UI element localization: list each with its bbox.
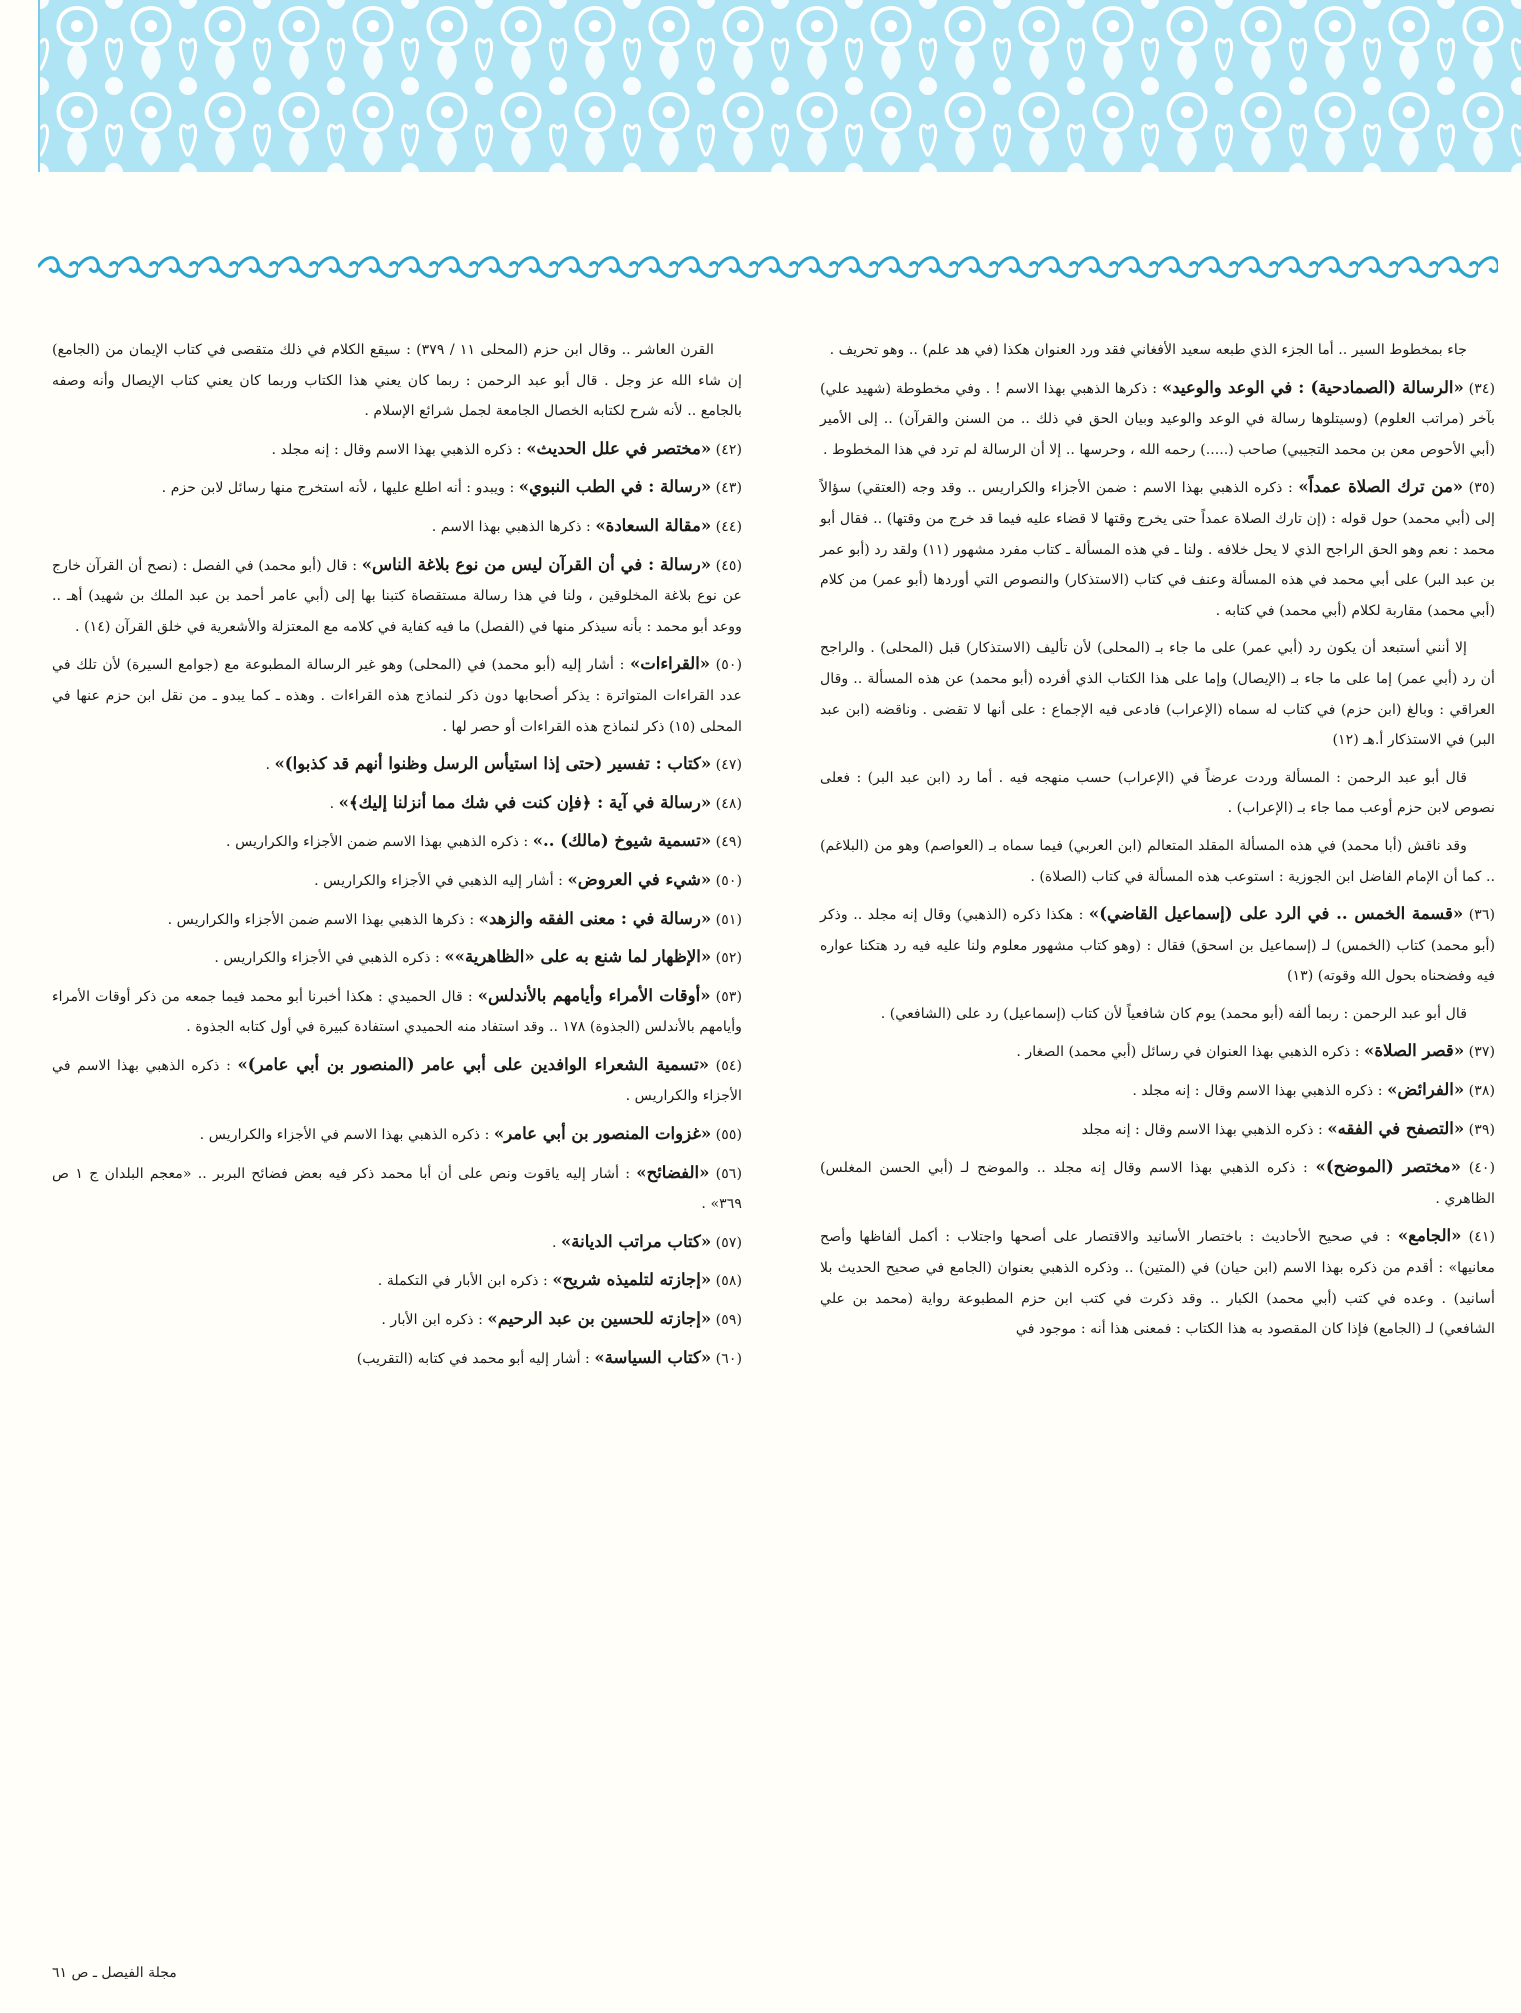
- entry-body: : هكذا ذكره (الذهبي) وقال إنه مجلد .. وذكر (أبو محمد) كتاب (الخمس) لـ (إسماعيل بن اسحق) فقال : (وهو كتاب مشهور معلوم ولنا عليه فيه رد هتكنا عواره فيه وفضحناه بحول الله وقوته) (١٣): [820, 907, 1495, 985]
- entry-body: : أشار إليه ياقوت ونص على أن أبا محمد ذكر فيه بعض فضائح البربر .. «معجم البلدان ج ١ ص ٣٦٩» .: [52, 1165, 742, 1213]
- entry-paragraph: [820, 1036, 1495, 1068]
- entry-paragraph: [820, 763, 1495, 824]
- entry-body: : ذكرها الذهبي بهذا الاسم ضمن الأجزاء والكراريس .: [167, 911, 475, 928]
- entry-body: : ذكره الذهبي بهذا الاسم وقال : إنه مجلد .: [271, 441, 522, 458]
- entry-paragraph: [52, 649, 742, 742]
- entry-paragraph: [52, 942, 742, 974]
- entry-paragraph: [52, 1158, 742, 1220]
- entry-title: «قصر الصلاة»: [1364, 1041, 1465, 1061]
- entry-paragraph: [52, 1265, 742, 1297]
- entry-body: قال أبو عبد الرحمن : المسألة وردت عرضاً في (الإعراب) حسب منهجه فيه . أما رد (ابن عبد البر) : فعلى نصوص لابن حزم أوعب مما جاء بـ (الإعراب) .: [820, 769, 1495, 817]
- entry-title: «تسمية الشعراء الوافدين على أبي عامر (المنصور بن أبي عامر)»: [237, 1054, 710, 1074]
- entry-number: (٣٦): [1468, 907, 1496, 924]
- entry-body: : ذكره الذهبي بهذا الاسم وقال : إنه مجلد .: [1132, 1083, 1383, 1100]
- entry-body: : ذكره الذهبي بهذا العنوان في رسائل (أبي محمد) الصغار .: [1016, 1044, 1360, 1061]
- entry-body: : ذكره الذهبي بهذا الاسم : ضمن الأجزاء والكراريس .. وقد وجه (العتقي) سؤالاً إلى (أبي محمد) حول قوله : (إن تارك الصلاة عمداً حتى يخرج وقتها لا قضاء عليه فيما قد خرج من وقتها) .. فقال أبو محمد : نعم وهو الحق الراجح الذي لا يحل خلافه . ولنا ـ في هذه المسألة ـ كتاب مفرد مشهور (١١) ولقد رد (أبو عمر بن عبد البر) على أبي محمد في هذه المسألة وعنف في كتاب (الاستذكار) والنصوص التي أوردها (أبو عمر) من كلام (أبي محمد) مقاربة لكلام (أبي محمد) في كتابه .: [820, 480, 1495, 619]
- entry-number: (٤٢): [715, 441, 742, 458]
- ornamental-banner: [38, 0, 1521, 172]
- entry-body: قال أبو عبد الرحمن : ربما ألفه (أبو محمد) يوم كان شافعياً لأن كتاب (إسماعيل) رد على (الشافعي) .: [880, 1005, 1467, 1022]
- entry-title: «غزوات المنصور بن أبي عامر»: [493, 1124, 712, 1144]
- entry-title: «شيء في العروض»: [567, 869, 712, 889]
- entry-paragraph: [52, 335, 742, 427]
- entry-body: : ذكره ابن الأبار في التكملة .: [377, 1273, 548, 1290]
- entry-body: : قال (أبو محمد) في الفصل : (نصح أن القرآن خارج عن نوع بلاغة المخلوقين ، ولنا في هذا رسالة مستقصاة كتبنا بها إلى (أبي عامر أحمد بن عبد الملك بن شهيد) أهـ .. ووعد أبو محمد : بأنه سيذكر منها في (الفصل) ما فيه كفاية في كلامه مع المعتزلة والأشعرية في خلق القرآن (١٤) .: [52, 557, 742, 635]
- entry-number: (٤٠): [1468, 1160, 1496, 1177]
- entry-number: (٣٧): [1468, 1044, 1495, 1061]
- entry-number: (٥٤): [715, 1057, 743, 1074]
- entry-number: (٥٧): [715, 1234, 742, 1251]
- entry-body: : أشار إليه أبو محمد في كتابه (التقريب): [356, 1350, 590, 1367]
- entry-paragraph: [820, 633, 1495, 755]
- entry-body: .: [329, 795, 335, 812]
- ornamental-divider: [38, 252, 1498, 282]
- entry-title: «إجازته للحسين بن عبد الرحيم»: [487, 1309, 712, 1329]
- entry-paragraph: [820, 831, 1495, 892]
- entry-body: : ذكره الذهبي بهذا الاسم ضمن الأجزاء والكراريس .: [226, 834, 529, 851]
- entry-body: إلا أنني أستبعد أن يكون رد (أبي عمر) على ما جاء بـ (المحلى) لأن تأليف (الاستذكار) قبل (المحلى) . والراجح أن رد (أبي عمر) إما على ما جاء بـ (الإيصال) وإما على هذا الكتاب الذي أفرده (أبو محمد) عن هذه المسألة .. وقال العراقي : وبالغ (ابن حزم) في كتاب له سماه (الإعراب) فادعى فيه الإجماع : على أنها لا تقضى . وناقضه (ابن عبد البر) في الاستذكار أ.هـ (١٢): [820, 640, 1495, 749]
- entry-title: «الفرائض»: [1387, 1080, 1465, 1100]
- entry-title: «رسالة : في الطب النبوي»: [518, 477, 712, 497]
- entry-number: (٤٨): [715, 795, 742, 812]
- entry-paragraph: [820, 999, 1495, 1030]
- entry-title: «كتاب : تفسير (حتى إذا استيأس الرسل وظنوا أنهم قد كذبوا)»: [274, 754, 712, 774]
- entry-body: : ويبدو : أنه اطلع عليها ، لأنه استخرج منها رسائل لابن حزم .: [161, 480, 515, 497]
- entry-number: (٤٣): [715, 480, 742, 497]
- entry-number: (٣٩): [1468, 1121, 1495, 1138]
- entry-body: : ذكرها الذهبي بهذا الاسم .: [431, 518, 591, 535]
- entry-title: «الرسالة (الصمادحية) : في الوعد والوعيد»: [1161, 377, 1464, 397]
- entry-body: .: [265, 757, 270, 774]
- right-text-column: [820, 335, 1495, 1352]
- entry-title: «مختصر (الموضح)»: [1315, 1157, 1461, 1177]
- entry-paragraph: [52, 904, 742, 936]
- entry-number: (٥٢): [715, 950, 742, 967]
- entry-body: : ذكره الذهبي بهذا الاسم في الأجزاء والكراريس .: [52, 1057, 742, 1105]
- entry-title: «من ترك الصلاة عمداً»: [1298, 477, 1464, 497]
- entry-number: (٥٠): [715, 657, 743, 674]
- entry-paragraph: [52, 1304, 742, 1336]
- entry-number: (٤٩): [715, 834, 742, 851]
- arabesque-pattern-icon: [40, 0, 1521, 172]
- scroll-ornament-icon: [38, 252, 1498, 282]
- entry-body: : ذكره الذهبي بهذا الاسم في الأجزاء والكراريس .: [199, 1127, 490, 1144]
- entry-body: : ذكره الذهبي في الأجزاء والكراريس .: [214, 950, 440, 967]
- entry-number: (٥٣): [715, 988, 742, 1005]
- entry-title: «رسالة في : معنى الفقه والزهد»: [478, 908, 712, 928]
- entry-title: «إجازته لتلميذه شريح»: [552, 1270, 712, 1290]
- entry-paragraph: [52, 472, 742, 504]
- entry-body: : ذكره ابن الأبار .: [381, 1312, 483, 1329]
- entry-number: (٦٠): [715, 1350, 742, 1367]
- entry-paragraph: [52, 550, 742, 643]
- entry-body: .: [551, 1234, 557, 1251]
- entry-title: «رسالة في آية : ﴿فإن كنت في شك مما أنزلنا إليك﴾»: [338, 792, 712, 812]
- entry-paragraph: [820, 899, 1495, 992]
- entry-title: «قسمة الخمس .. في الرد على (إسماعيل القاضي)»: [1088, 904, 1464, 924]
- entry-number: (٥٩): [715, 1312, 742, 1329]
- entry-paragraph: [820, 472, 1495, 626]
- entry-body: : ذكرها الذهبي بهذا الاسم ! . وفي مخطوطة (شهيد علي) بآخر (مراتب العلوم) (وسيتلوها رسالة في الوعد والوعيد وبيان الحق في ذلك .. من السنن والقرآن) .. إلى الأمير (أبي الأحوص معن بن محمد التجيبي) صاحب (.....) رحمه الله ، وحرسها .. إلا أن الرسالة لم ترد في هذا المخطوط .: [820, 380, 1495, 458]
- entry-number: (٣٨): [1468, 1083, 1495, 1100]
- entry-paragraph: [52, 749, 742, 781]
- entry-body: جاء بمخطوط السير .. أما الجزء الذي طبعه سعيد الأفغاني فقد ورد العنوان هكذا (في هد علم) .. وهو تحريف .: [829, 342, 1467, 358]
- left-text-column: [52, 335, 742, 1381]
- entry-number: (٤٤): [715, 518, 742, 535]
- entry-number: (٥٠): [715, 872, 742, 889]
- entry-title: «الجامع»: [1397, 1226, 1462, 1246]
- entry-body: : ذكره الذهبي بهذا الاسم وقال : إنه مجلد: [1081, 1121, 1323, 1138]
- entry-body: وقد ناقش (أبا محمد) في هذه المسألة المقلد المتعالم (ابن العربي) فيما سماه بـ (العواصم) وهو من (البلاغم) .. كما أن الإمام الفاضل ابن الجوزية : استوعب هذه المسألة في كتاب (الصلاة) .: [820, 837, 1495, 885]
- entry-title: «مقالة السعادة»: [595, 515, 712, 535]
- entry-title: «الإظهار لما شنع به على «الظاهرية»»: [444, 947, 712, 967]
- entry-number: (٣٤): [1468, 380, 1495, 397]
- entry-paragraph: [820, 1075, 1495, 1107]
- entry-title: «رسالة : في أن القرآن ليس من نوع بلاغة الناس»: [361, 554, 712, 574]
- entry-paragraph: [52, 826, 742, 858]
- entry-paragraph: [52, 1343, 742, 1375]
- entry-number: (٥١): [715, 911, 742, 928]
- entry-title: «كتاب السياسة»: [594, 1347, 712, 1367]
- entry-number: (٥٥): [715, 1127, 742, 1144]
- entry-title: «أوقات الأمراء وأيامهم بالأندلس»: [477, 985, 711, 1005]
- entry-title: «تسمية شيوخ (مالك) ..»: [532, 831, 712, 851]
- entry-number: (٤٧): [715, 757, 742, 774]
- entry-paragraph: [52, 865, 742, 897]
- entry-paragraph: [52, 981, 742, 1043]
- entry-paragraph: [820, 1221, 1495, 1344]
- entry-body: : ذكره الذهبي بهذا الاسم وقال إنه مجلد .. والموضح لـ (أبي الحسن المغلس) الظاهري .: [820, 1160, 1495, 1207]
- entry-paragraph: [52, 1119, 742, 1151]
- entry-paragraph: [52, 434, 742, 466]
- entry-number: (٤١): [1468, 1229, 1496, 1246]
- entry-number: (٤٥): [715, 557, 743, 574]
- entry-body: : أشار إليه الذهبي في الأجزاء والكراريس .: [314, 872, 563, 889]
- entry-number: (٣٥): [1468, 480, 1496, 497]
- entry-body: : قال الحميدي : هكذا أخبرنا أبو محمد فيما جمعه من ذكر أوقات الأمراء وأيامهم بالأندلس (الجذوة) ١٧٨ .. وقد استفاد منه الحميدي استفادة كبيرة في أول كتابه الجذوة .: [52, 988, 742, 1036]
- entry-paragraph: [820, 335, 1495, 366]
- entry-paragraph: [52, 788, 742, 820]
- entry-paragraph: [52, 511, 742, 543]
- entry-body: : في صحيح الأحاديث : باختصار الأسانيد والاقتصار على أصحها واجتلاب : أكمل ألفاظها وأصح معانيها» : أقدم من ذكره بهذا الاسم (ابن حيان) في (المتين) .. وذكره الذهبي بعنوان (الجامع في صحيح الحديث بلا أسانيد) . وعده في كتب (أبي محمد) الكبار .. وقد ذكرت في كتب ابن حزم المطبوعة رواية (محمد بن علي الشافعي) لـ (الجامع) فإذا كان المقصود به هذا الكتاب : فمعنى هذا أنه : موجود في: [820, 1229, 1495, 1338]
- entry-title: «الفضائح»: [636, 1162, 710, 1182]
- entry-number: (٥٦): [715, 1165, 742, 1182]
- entry-title: «كتاب مراتب الديانة»: [560, 1231, 712, 1251]
- entry-paragraph: [52, 1050, 742, 1112]
- entry-body: : أشار إليه (أبو محمد) في (المحلى) وهو غير الرسالة المطبوعة مع (جوامع السيرة) لأن تلك في عدد القراءات المتواترة : يذكر أصحابها دون ذكر لنماذج هذه القراءات . وهذه ـ كما يبدو ـ من نقل ابن حزم عنها في المحلى (١٥) ذكر لنماذج هذه القراءات أو حصر لها .: [52, 657, 742, 735]
- entry-body: القرن العاشر .. وقال ابن حزم (المحلى ١١ / ٣٧٩) : سيقع الكلام في ذلك متقصى في كتاب الإيمان من (الجامع) إن شاء الله عز وجل . قال أبو عبد الرحمن : ربما كان يعني هذا الكتاب وربما كان يعني كتاب الإيصال وأنه وصفه بالجامع .. لأنه شرح لكتابه الخصال الجامعة لجمل شرائع الإسلام .: [52, 342, 742, 420]
- entry-number: (٥٨): [715, 1273, 742, 1290]
- entry-title: «القراءات»: [629, 654, 711, 674]
- entry-paragraph: [52, 1227, 742, 1259]
- page-footer: مجلة الفيصل ـ ص ٦١: [52, 1965, 177, 1981]
- entry-paragraph: [820, 1152, 1495, 1214]
- entry-title: «مختصر في علل الحديث»: [526, 438, 712, 458]
- entry-title: «التصفح في الفقه»: [1327, 1118, 1465, 1138]
- entry-paragraph: [820, 373, 1495, 466]
- entry-paragraph: [820, 1114, 1495, 1146]
